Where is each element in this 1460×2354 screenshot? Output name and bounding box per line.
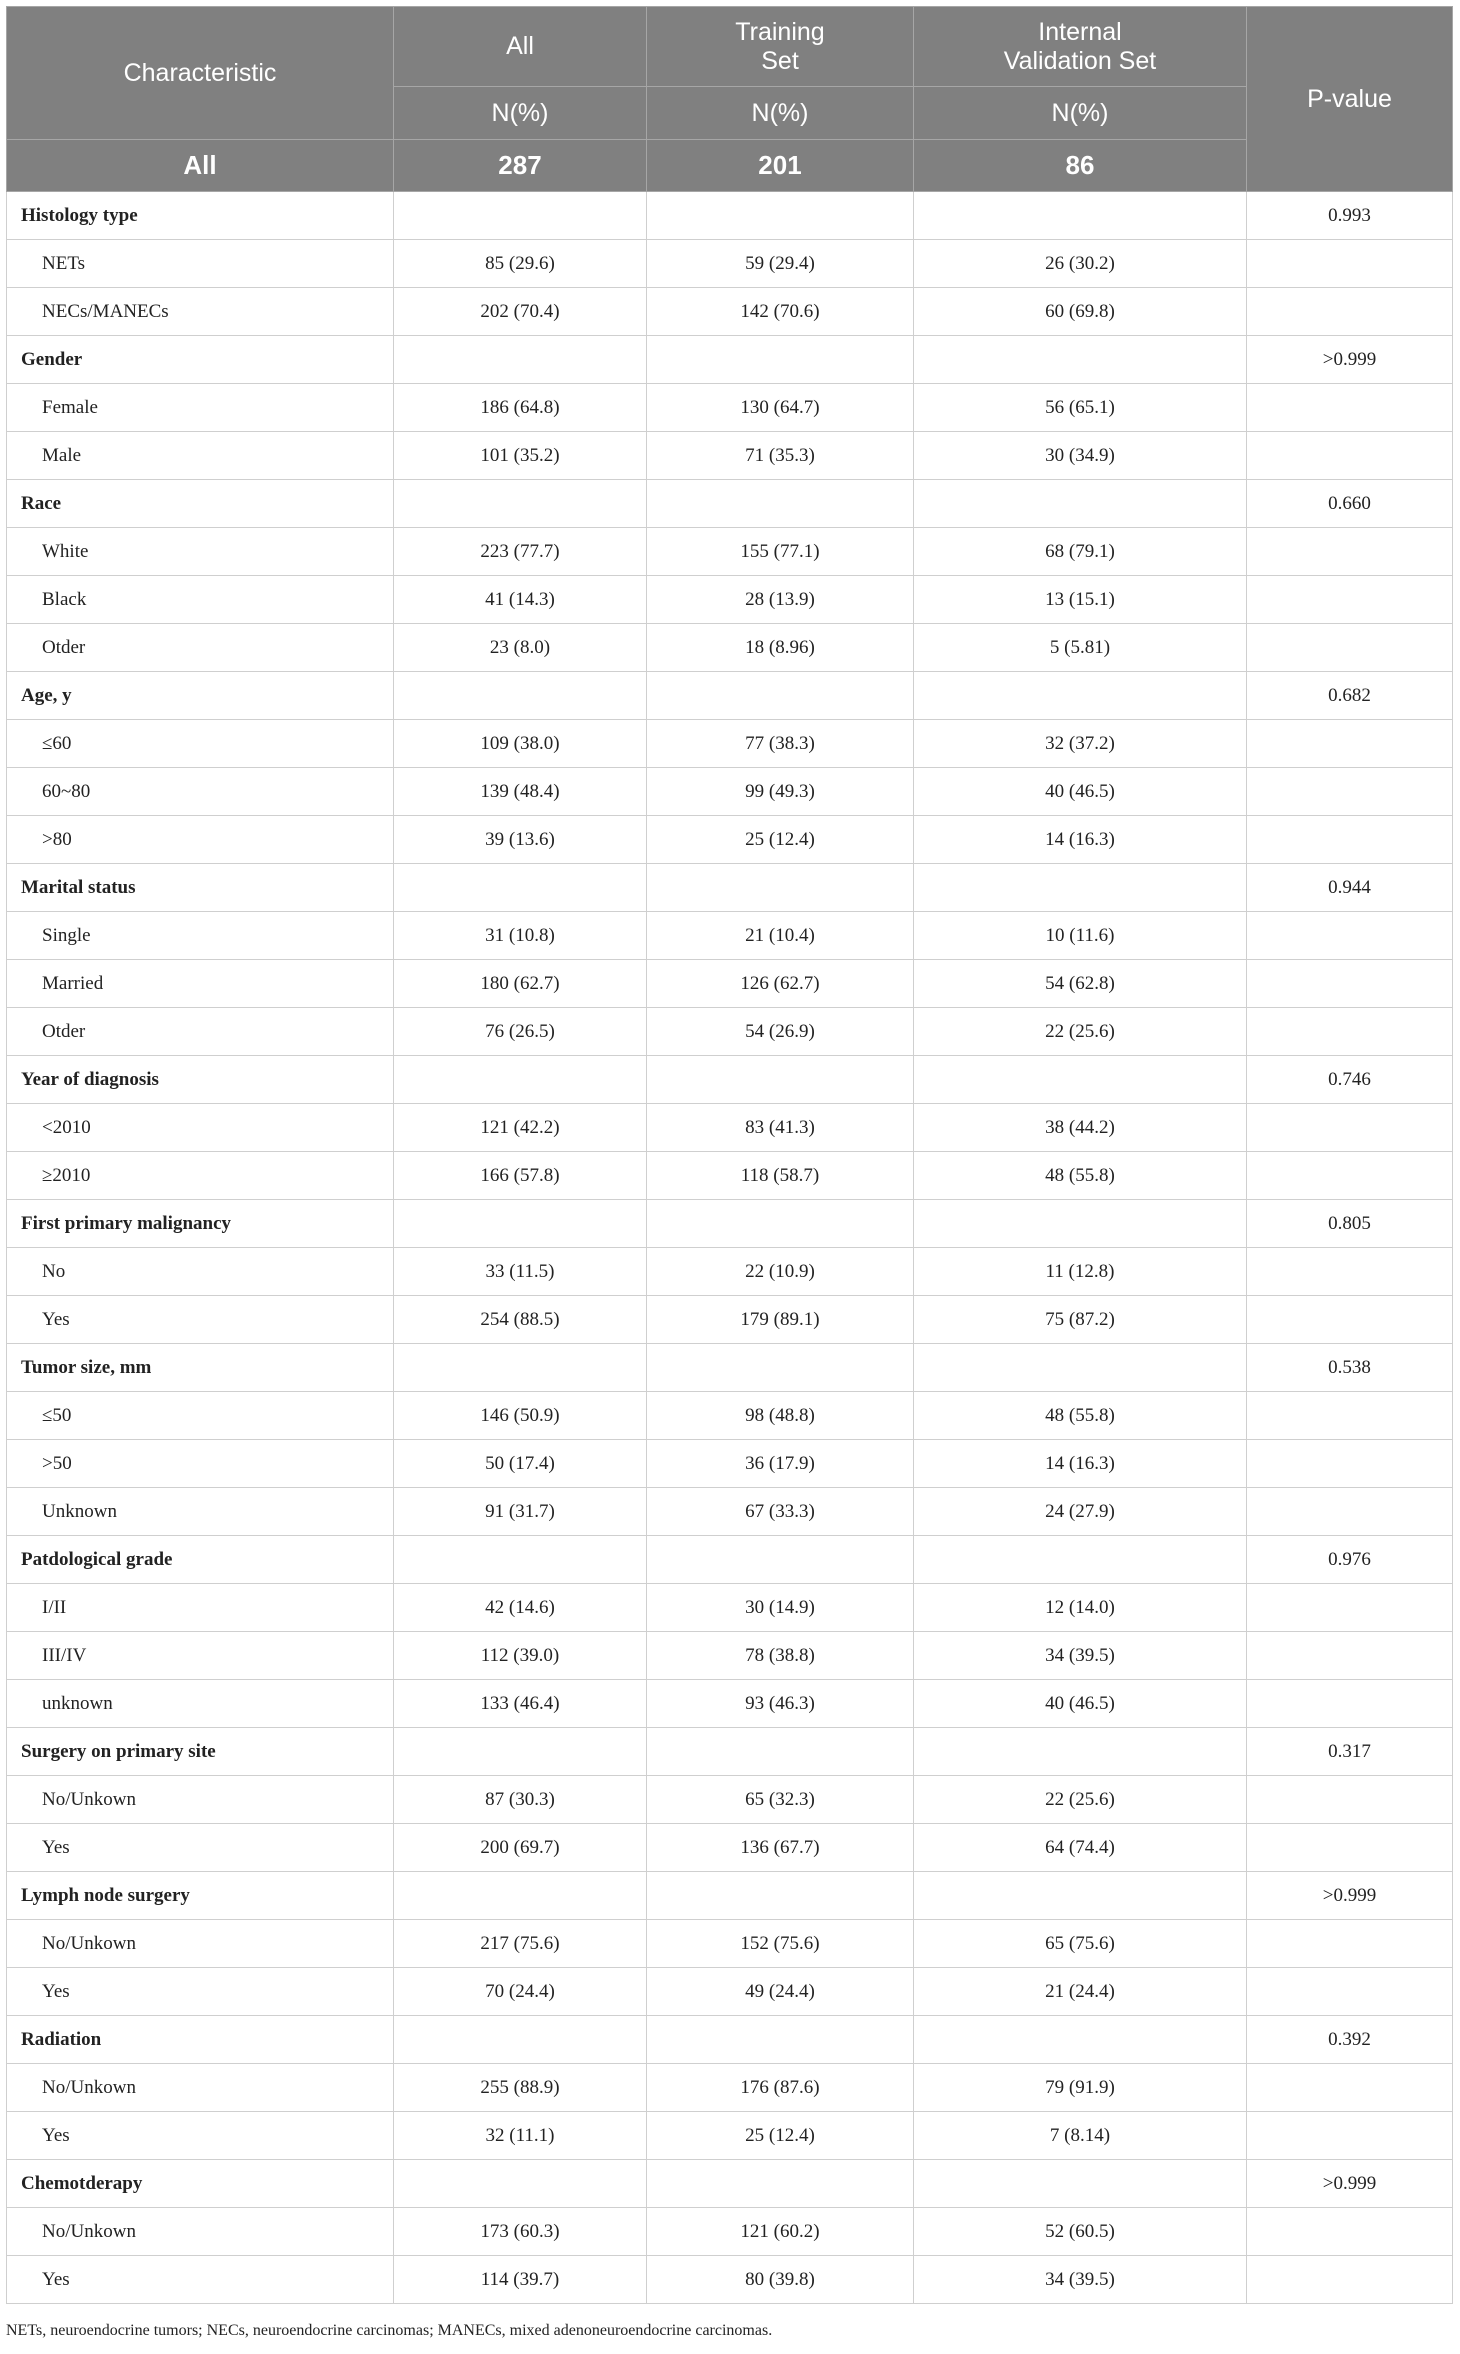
pvalue-cell xyxy=(1247,1680,1453,1728)
characteristic-cell: Yes xyxy=(7,1296,394,1344)
pvalue-cell: 0.682 xyxy=(1247,672,1453,720)
internal-cell: 22 (25.6) xyxy=(914,1008,1247,1056)
training-cell: 155 (77.1) xyxy=(647,528,914,576)
pvalue-cell xyxy=(1247,624,1453,672)
training-cell: 25 (12.4) xyxy=(647,816,914,864)
pvalue-cell xyxy=(1247,240,1453,288)
pvalue-cell xyxy=(1247,912,1453,960)
internal-cell: 34 (39.5) xyxy=(914,1632,1247,1680)
pvalue-cell: 0.538 xyxy=(1247,1344,1453,1392)
characteristic-cell: Married xyxy=(7,960,394,1008)
pvalue-cell xyxy=(1247,432,1453,480)
category-row xyxy=(7,192,1453,240)
training-cell: 130 (64.7) xyxy=(647,384,914,432)
all-cell: 101 (35.2) xyxy=(394,432,647,480)
internal-cell: 26 (30.2) xyxy=(914,240,1247,288)
internal-cell: 13 (15.1) xyxy=(914,576,1247,624)
training-cell: 71 (35.3) xyxy=(647,432,914,480)
pvalue-cell: >0.999 xyxy=(1247,336,1453,384)
training-set-header xyxy=(647,7,914,87)
internal-cell xyxy=(914,192,1247,240)
pvalue-cell xyxy=(1247,1008,1453,1056)
internal-cell xyxy=(914,336,1247,384)
internal-cell xyxy=(914,1536,1247,1584)
internal-cell xyxy=(914,2016,1247,2064)
all-cell xyxy=(394,2160,647,2208)
internal-cell: 79 (91.9) xyxy=(914,2064,1247,2112)
training-cell: 126 (62.7) xyxy=(647,960,914,1008)
training-cell xyxy=(647,2160,914,2208)
characteristic-cell: Yes xyxy=(7,2112,394,2160)
totals-all: 287 xyxy=(394,140,647,192)
pvalue-cell xyxy=(1247,768,1453,816)
training-cell xyxy=(647,1200,914,1248)
table-body xyxy=(7,192,1453,2304)
characteristic-cell: Lymph node surgery xyxy=(7,1872,394,1920)
characteristic-cell: White xyxy=(7,528,394,576)
characteristic-cell: NETs xyxy=(7,240,394,288)
pvalue-cell xyxy=(1247,2256,1453,2304)
characteristic-cell: Surgery on primary site xyxy=(7,1728,394,1776)
training-cell: 36 (17.9) xyxy=(647,1440,914,1488)
internal-cell xyxy=(914,864,1247,912)
table-row xyxy=(7,1920,1453,1968)
category-row xyxy=(7,864,1453,912)
pvalue-header: P-value xyxy=(1247,7,1453,192)
pvalue-cell xyxy=(1247,1392,1453,1440)
pvalue-cell xyxy=(1247,384,1453,432)
all-cell: 139 (48.4) xyxy=(394,768,647,816)
training-cell: 54 (26.9) xyxy=(647,1008,914,1056)
internal-n-percent-header: N(%) xyxy=(914,87,1247,140)
all-cell xyxy=(394,672,647,720)
category-row xyxy=(7,2016,1453,2064)
all-cell: 133 (46.4) xyxy=(394,1680,647,1728)
pvalue-cell: 0.944 xyxy=(1247,864,1453,912)
all-cell: 112 (39.0) xyxy=(394,1632,647,1680)
internal-cell: 65 (75.6) xyxy=(914,1920,1247,1968)
characteristic-cell: Otder xyxy=(7,1008,394,1056)
table-row xyxy=(7,288,1453,336)
all-cell: 173 (60.3) xyxy=(394,2208,647,2256)
all-cell xyxy=(394,1872,647,1920)
all-cell xyxy=(394,1728,647,1776)
table-row xyxy=(7,768,1453,816)
table-row xyxy=(7,1680,1453,1728)
table-row xyxy=(7,1584,1453,1632)
table-row xyxy=(7,1008,1453,1056)
internal-cell xyxy=(914,1344,1247,1392)
training-cell: 18 (8.96) xyxy=(647,624,914,672)
internal-cell: 22 (25.6) xyxy=(914,1776,1247,1824)
pvalue-cell: 0.976 xyxy=(1247,1536,1453,1584)
category-row xyxy=(7,1872,1453,1920)
characteristics-table xyxy=(6,6,1453,2304)
training-header-line2: Set xyxy=(761,46,799,75)
all-cell: 200 (69.7) xyxy=(394,1824,647,1872)
training-cell xyxy=(647,864,914,912)
internal-cell: 40 (46.5) xyxy=(914,1680,1247,1728)
pvalue-cell xyxy=(1247,1104,1453,1152)
category-row xyxy=(7,336,1453,384)
table-row xyxy=(7,2208,1453,2256)
training-cell: 59 (29.4) xyxy=(647,240,914,288)
training-cell: 121 (60.2) xyxy=(647,2208,914,2256)
table-row xyxy=(7,960,1453,1008)
table-row xyxy=(7,1104,1453,1152)
table-row xyxy=(7,1392,1453,1440)
internal-cell xyxy=(914,1200,1247,1248)
all-cell: 166 (57.8) xyxy=(394,1152,647,1200)
characteristic-cell: Single xyxy=(7,912,394,960)
characteristic-cell: NECs/MANECs xyxy=(7,288,394,336)
pvalue-cell: 0.660 xyxy=(1247,480,1453,528)
pvalue-cell: 0.317 xyxy=(1247,1728,1453,1776)
characteristics-table-container xyxy=(6,6,1452,2304)
training-cell: 28 (13.9) xyxy=(647,576,914,624)
characteristic-cell: No xyxy=(7,1248,394,1296)
characteristic-cell: ≥2010 xyxy=(7,1152,394,1200)
training-cell: 136 (67.7) xyxy=(647,1824,914,1872)
characteristic-cell: No/Unkown xyxy=(7,1776,394,1824)
category-row xyxy=(7,1056,1453,1104)
training-cell xyxy=(647,1872,914,1920)
internal-cell: 75 (87.2) xyxy=(914,1296,1247,1344)
internal-cell: 56 (65.1) xyxy=(914,384,1247,432)
training-cell: 176 (87.6) xyxy=(647,2064,914,2112)
table-row xyxy=(7,1968,1453,2016)
table-row xyxy=(7,1488,1453,1536)
characteristic-cell: Yes xyxy=(7,1968,394,2016)
characteristic-cell: Age, y xyxy=(7,672,394,720)
all-n-percent-header: N(%) xyxy=(394,87,647,140)
all-cell xyxy=(394,1344,647,1392)
category-row xyxy=(7,480,1453,528)
training-cell: 142 (70.6) xyxy=(647,288,914,336)
characteristic-cell: Unknown xyxy=(7,1488,394,1536)
internal-cell: 5 (5.81) xyxy=(914,624,1247,672)
internal-cell: 14 (16.3) xyxy=(914,1440,1247,1488)
internal-cell xyxy=(914,2160,1247,2208)
table-row xyxy=(7,528,1453,576)
all-cell xyxy=(394,864,647,912)
internal-cell: 11 (12.8) xyxy=(914,1248,1247,1296)
category-row xyxy=(7,1200,1453,1248)
pvalue-cell: 0.805 xyxy=(1247,1200,1453,1248)
table-row xyxy=(7,1296,1453,1344)
internal-cell xyxy=(914,672,1247,720)
training-cell xyxy=(647,1728,914,1776)
characteristic-cell: Histology type xyxy=(7,192,394,240)
category-row xyxy=(7,2160,1453,2208)
pvalue-cell xyxy=(1247,960,1453,1008)
training-cell: 49 (24.4) xyxy=(647,1968,914,2016)
training-cell: 30 (14.9) xyxy=(647,1584,914,1632)
internal-cell xyxy=(914,480,1247,528)
table-row xyxy=(7,1248,1453,1296)
characteristic-cell: Chemotderapy xyxy=(7,2160,394,2208)
training-n-percent-header: N(%) xyxy=(647,87,914,140)
characteristic-cell: Female xyxy=(7,384,394,432)
pvalue-cell xyxy=(1247,1152,1453,1200)
characteristic-cell: No/Unkown xyxy=(7,2208,394,2256)
internal-cell: 21 (24.4) xyxy=(914,1968,1247,2016)
pvalue-cell xyxy=(1247,1632,1453,1680)
pvalue-cell xyxy=(1247,2064,1453,2112)
table-row xyxy=(7,2256,1453,2304)
table-row xyxy=(7,240,1453,288)
table-row xyxy=(7,576,1453,624)
all-cell: 202 (70.4) xyxy=(394,288,647,336)
internal-cell: 30 (34.9) xyxy=(914,432,1247,480)
totals-training: 201 xyxy=(647,140,914,192)
pvalue-cell xyxy=(1247,816,1453,864)
internal-cell: 48 (55.8) xyxy=(914,1392,1247,1440)
table-row xyxy=(7,1632,1453,1680)
pvalue-cell xyxy=(1247,720,1453,768)
pvalue-cell xyxy=(1247,576,1453,624)
all-header: All xyxy=(394,7,647,87)
all-cell: 91 (31.7) xyxy=(394,1488,647,1536)
characteristic-cell: Male xyxy=(7,432,394,480)
all-cell: 254 (88.5) xyxy=(394,1296,647,1344)
training-cell xyxy=(647,192,914,240)
all-cell xyxy=(394,192,647,240)
pvalue-cell: >0.999 xyxy=(1247,1872,1453,1920)
training-cell: 99 (49.3) xyxy=(647,768,914,816)
training-cell: 25 (12.4) xyxy=(647,2112,914,2160)
internal-cell: 38 (44.2) xyxy=(914,1104,1247,1152)
internal-header-line1: Internal xyxy=(1038,17,1122,46)
internal-cell: 40 (46.5) xyxy=(914,768,1247,816)
pvalue-cell xyxy=(1247,528,1453,576)
characteristic-cell: >50 xyxy=(7,1440,394,1488)
pvalue-cell xyxy=(1247,1824,1453,1872)
pvalue-cell: 0.993 xyxy=(1247,192,1453,240)
totals-internal: 86 xyxy=(914,140,1247,192)
pvalue-cell xyxy=(1247,288,1453,336)
table-row xyxy=(7,2112,1453,2160)
internal-cell: 10 (11.6) xyxy=(914,912,1247,960)
all-cell: 87 (30.3) xyxy=(394,1776,647,1824)
table-row xyxy=(7,432,1453,480)
all-cell xyxy=(394,1536,647,1584)
characteristic-cell: Gender xyxy=(7,336,394,384)
all-cell: 85 (29.6) xyxy=(394,240,647,288)
internal-cell: 14 (16.3) xyxy=(914,816,1247,864)
all-cell xyxy=(394,1200,647,1248)
characteristic-cell: Otder xyxy=(7,624,394,672)
characteristic-cell: III/IV xyxy=(7,1632,394,1680)
all-cell: 217 (75.6) xyxy=(394,1920,647,1968)
category-row xyxy=(7,1344,1453,1392)
training-cell: 78 (38.8) xyxy=(647,1632,914,1680)
pvalue-cell: 0.392 xyxy=(1247,2016,1453,2064)
internal-cell: 24 (27.9) xyxy=(914,1488,1247,1536)
table-row xyxy=(7,384,1453,432)
pvalue-cell xyxy=(1247,1920,1453,1968)
training-cell: 67 (33.3) xyxy=(647,1488,914,1536)
internal-cell: 52 (60.5) xyxy=(914,2208,1247,2256)
internal-cell xyxy=(914,1728,1247,1776)
pvalue-cell: 0.746 xyxy=(1247,1056,1453,1104)
table-footnote: NETs, neuroendocrine tumors; NECs, neuroendocrine carcinomas; MANECs, mixed adenoneuroendocrine carcinomas. xyxy=(6,2322,773,2339)
all-cell: 223 (77.7) xyxy=(394,528,647,576)
characteristic-cell: Yes xyxy=(7,2256,394,2304)
characteristic-cell: Race xyxy=(7,480,394,528)
table-row xyxy=(7,2064,1453,2112)
all-cell: 114 (39.7) xyxy=(394,2256,647,2304)
pvalue-cell xyxy=(1247,1584,1453,1632)
internal-cell: 68 (79.1) xyxy=(914,528,1247,576)
characteristic-cell: Marital status xyxy=(7,864,394,912)
characteristic-cell: 60~80 xyxy=(7,768,394,816)
characteristic-cell: Patdological grade xyxy=(7,1536,394,1584)
characteristic-header: Characteristic xyxy=(7,7,394,140)
internal-header-line2: Validation Set xyxy=(1003,46,1157,75)
training-cell xyxy=(647,336,914,384)
internal-cell: 64 (74.4) xyxy=(914,1824,1247,1872)
category-row xyxy=(7,1536,1453,1584)
all-cell: 32 (11.1) xyxy=(394,2112,647,2160)
totals-label: All xyxy=(7,140,394,192)
pvalue-cell xyxy=(1247,1776,1453,1824)
training-cell: 98 (48.8) xyxy=(647,1392,914,1440)
training-cell: 179 (89.1) xyxy=(647,1296,914,1344)
all-cell: 39 (13.6) xyxy=(394,816,647,864)
characteristic-cell: Black xyxy=(7,576,394,624)
all-cell: 31 (10.8) xyxy=(394,912,647,960)
internal-cell: 12 (14.0) xyxy=(914,1584,1247,1632)
internal-validation-header xyxy=(914,7,1247,87)
internal-cell: 32 (37.2) xyxy=(914,720,1247,768)
characteristic-cell: ≤60 xyxy=(7,720,394,768)
training-cell: 22 (10.9) xyxy=(647,1248,914,1296)
internal-cell xyxy=(914,1872,1247,1920)
table-row xyxy=(7,720,1453,768)
characteristic-cell: Yes xyxy=(7,1824,394,1872)
all-cell: 180 (62.7) xyxy=(394,960,647,1008)
table-row xyxy=(7,1152,1453,1200)
characteristic-cell: No/Unkown xyxy=(7,2064,394,2112)
all-cell: 76 (26.5) xyxy=(394,1008,647,1056)
characteristic-cell: <2010 xyxy=(7,1104,394,1152)
pvalue-cell xyxy=(1247,1440,1453,1488)
training-cell xyxy=(647,1536,914,1584)
characteristic-cell: First primary malignancy xyxy=(7,1200,394,1248)
training-cell: 152 (75.6) xyxy=(647,1920,914,1968)
all-cell: 121 (42.2) xyxy=(394,1104,647,1152)
characteristic-cell: No/Unkown xyxy=(7,1920,394,1968)
all-cell xyxy=(394,336,647,384)
pvalue-cell xyxy=(1247,1488,1453,1536)
characteristic-cell: >80 xyxy=(7,816,394,864)
characteristic-cell: Year of diagnosis xyxy=(7,1056,394,1104)
internal-cell xyxy=(914,1056,1247,1104)
all-cell: 50 (17.4) xyxy=(394,1440,647,1488)
training-cell: 80 (39.8) xyxy=(647,2256,914,2304)
training-cell xyxy=(647,2016,914,2064)
internal-cell: 48 (55.8) xyxy=(914,1152,1247,1200)
training-cell: 77 (38.3) xyxy=(647,720,914,768)
training-header-line1: Training xyxy=(735,17,825,46)
characteristic-cell: Tumor size, mm xyxy=(7,1344,394,1392)
all-cell: 33 (11.5) xyxy=(394,1248,647,1296)
characteristic-cell: I/II xyxy=(7,1584,394,1632)
training-cell xyxy=(647,1344,914,1392)
all-cell: 23 (8.0) xyxy=(394,624,647,672)
all-cell: 41 (14.3) xyxy=(394,576,647,624)
pvalue-cell xyxy=(1247,2112,1453,2160)
all-cell: 255 (88.9) xyxy=(394,2064,647,2112)
training-cell xyxy=(647,672,914,720)
training-cell: 21 (10.4) xyxy=(647,912,914,960)
all-cell: 109 (38.0) xyxy=(394,720,647,768)
characteristic-cell: Radiation xyxy=(7,2016,394,2064)
table-row xyxy=(7,1824,1453,1872)
table-row xyxy=(7,1776,1453,1824)
category-row xyxy=(7,1728,1453,1776)
internal-cell: 7 (8.14) xyxy=(914,2112,1247,2160)
training-cell: 118 (58.7) xyxy=(647,1152,914,1200)
training-cell: 65 (32.3) xyxy=(647,1776,914,1824)
table-row xyxy=(7,816,1453,864)
training-cell: 93 (46.3) xyxy=(647,1680,914,1728)
all-cell: 146 (50.9) xyxy=(394,1392,647,1440)
table-row xyxy=(7,912,1453,960)
all-cell xyxy=(394,1056,647,1104)
pvalue-cell: >0.999 xyxy=(1247,2160,1453,2208)
all-cell xyxy=(394,2016,647,2064)
training-cell: 83 (41.3) xyxy=(647,1104,914,1152)
pvalue-cell xyxy=(1247,2208,1453,2256)
pvalue-cell xyxy=(1247,1968,1453,2016)
training-cell xyxy=(647,480,914,528)
all-cell: 186 (64.8) xyxy=(394,384,647,432)
characteristic-cell: unknown xyxy=(7,1680,394,1728)
all-cell: 42 (14.6) xyxy=(394,1584,647,1632)
category-row xyxy=(7,672,1453,720)
internal-cell: 34 (39.5) xyxy=(914,2256,1247,2304)
training-cell xyxy=(647,1056,914,1104)
all-cell xyxy=(394,480,647,528)
characteristic-cell: ≤50 xyxy=(7,1392,394,1440)
all-cell: 70 (24.4) xyxy=(394,1968,647,2016)
pvalue-cell xyxy=(1247,1248,1453,1296)
internal-cell: 54 (62.8) xyxy=(914,960,1247,1008)
internal-cell: 60 (69.8) xyxy=(914,288,1247,336)
pvalue-cell xyxy=(1247,1296,1453,1344)
table-header xyxy=(7,7,1453,192)
table-row xyxy=(7,624,1453,672)
table-row xyxy=(7,1440,1453,1488)
